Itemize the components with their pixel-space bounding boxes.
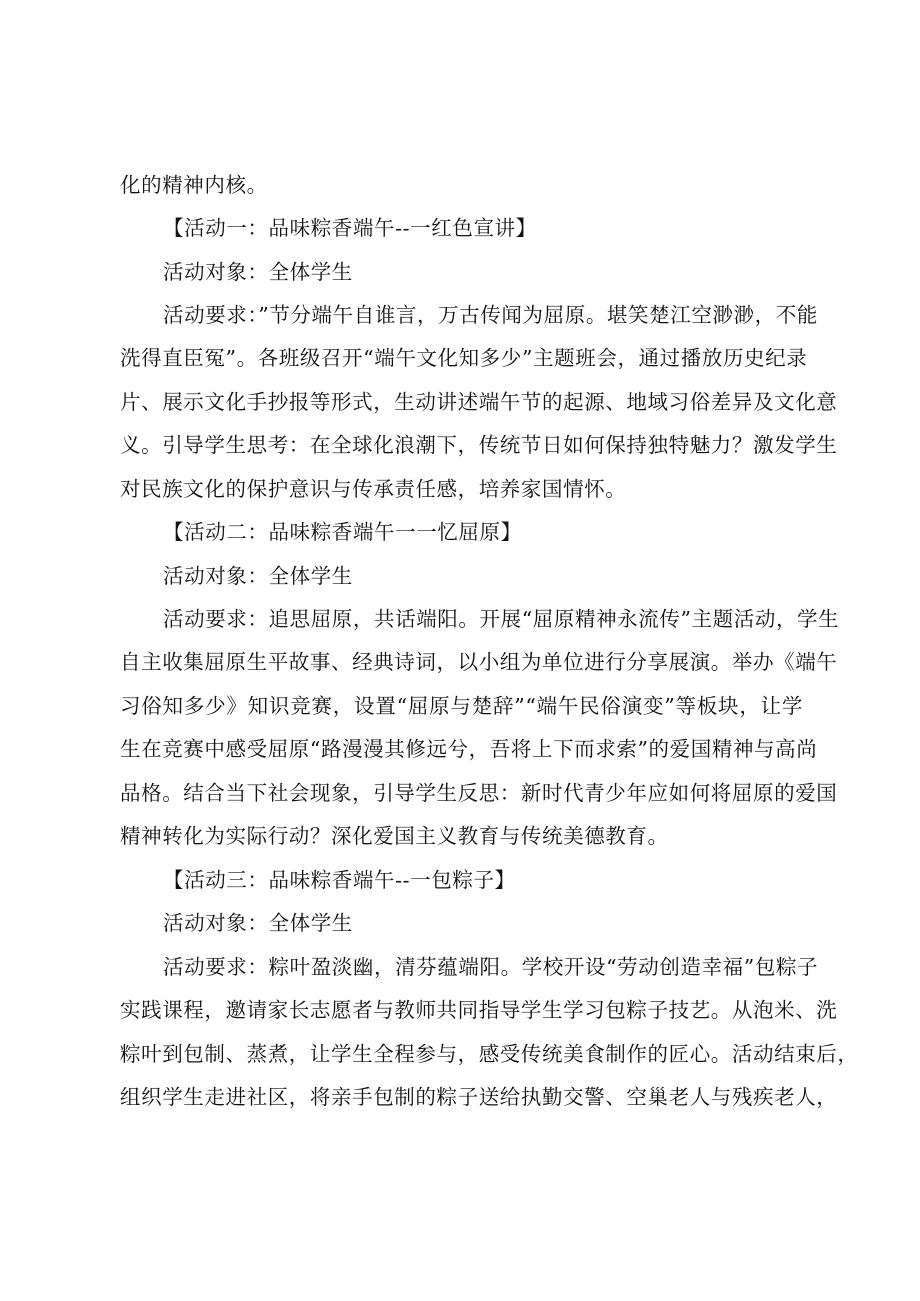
- activity-2-title: 【活动二：品味粽香端午一一忆屈原】: [163, 520, 522, 544]
- intro-tail-text: 化的精神内核。: [120, 173, 268, 197]
- activity-2-requirement-line: 自主收集屈原生平故事、经典诗词，以小组为单位进行分享展演。举办《端午: [120, 650, 838, 674]
- activity-2-requirement-line: 品格。结合当下社会现象，引导学生反思：新时代青少年应如何将屈原的爱国: [120, 781, 838, 805]
- activity-2-requirement-line: 活动要求：追思屈原，共话端阳。开展“屈原精神永流传”主题活动，学生: [163, 607, 840, 631]
- activity-3-requirement-line: 实践课程，邀请家长志愿者与教师共同指导学生学习包粽子技艺。从泡米、洗: [120, 998, 838, 1022]
- activity-2-requirement-line: 习俗知多少》知识竞赛，设置“屈原与楚辞”“端午民俗演变”等板块，让学: [120, 694, 803, 718]
- activity-3-requirement-line: 组织学生走进社区，将亲手包制的粽子送给执勤交警、空巢老人与残疾老人，: [120, 1085, 838, 1109]
- activity-1-target: 活动对象：全体学生: [163, 260, 353, 284]
- activity-3-target: 活动对象：全体学生: [163, 911, 353, 935]
- activity-3-requirement-line: 活动要求：粽叶盈淡幽，清芬蕴端阳。学校开设“劳动创造幸福”包粽子: [163, 955, 819, 979]
- activity-1-requirement-line: 对民族文化的保护意识与传承责任感，培养家国情怀。: [120, 477, 627, 501]
- activity-1-requirement-line: 片、展示文化手抄报等形式，生动讲述端午节的起源、地域习俗差异及文化意: [120, 390, 838, 414]
- activity-1-requirement-line: 活动要求：”节分端午自谁言，万古传闻为屈原。堪笑楚江空渺渺，不能: [163, 303, 818, 327]
- activity-3-title: 【活动三：品味粽香端午--一包粽子】: [163, 868, 516, 892]
- activity-2-requirement-line: 精神转化为实际行动？深化爱国主义教育与传统美德教育。: [120, 824, 669, 848]
- activity-1-title: 【活动一：品味粽香端午--一红色宣讲】: [163, 216, 537, 240]
- activity-2-requirement-line: 生在竞赛中感受屈原“路漫漫其修远兮，吾将上下而求索”的爱国精神与高尚: [120, 737, 818, 761]
- activity-1-requirement-line: 义。引导学生思考：在全球化浪潮下，传统节日如何保持独特魅力？激发学生: [120, 433, 838, 457]
- activity-2-target: 活动对象：全体学生: [163, 564, 353, 588]
- activity-1-requirement-line: 洗得直臣冤”。各班级召开“端午文化知多少”主题班会，通过播放历史纪录: [120, 346, 808, 370]
- activity-3-requirement-line: 粽叶到包制、蒸煮，让学生全程参与，感受传统美食制作的匠心。活动结束后，: [120, 1042, 859, 1066]
